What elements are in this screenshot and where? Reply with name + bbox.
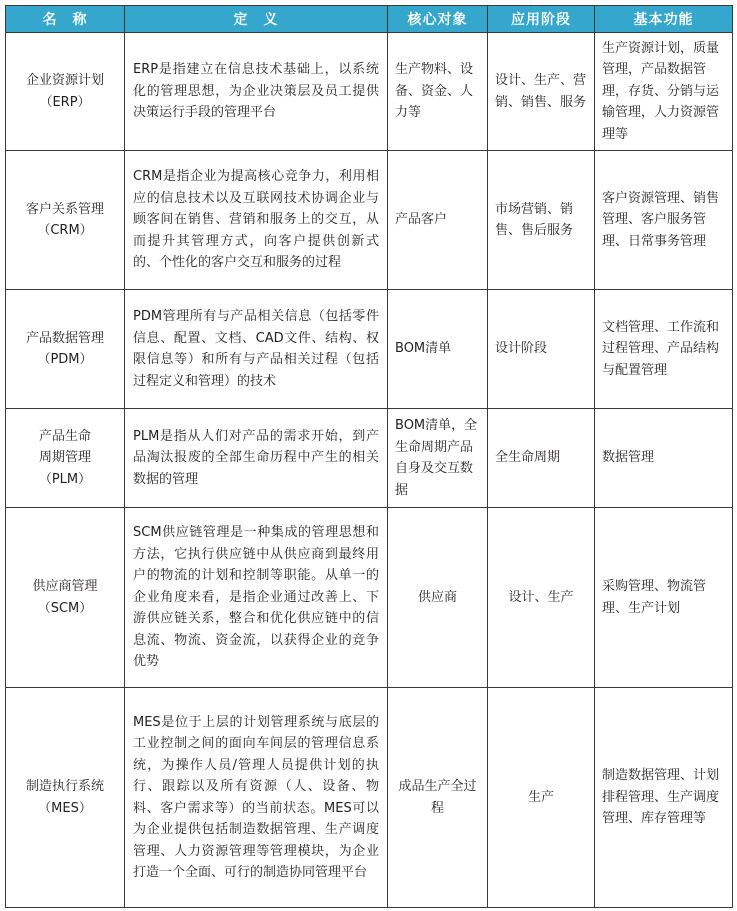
row-definition: CRM是指企业为提高核心竞争力，利用相应的信息技术以及互联网技术协调企业与顾客间在销售、营销和服务上的交互，从而提升其管理方式，向客户提供创新式的、个性化的客户交互和服务的过程 bbox=[125, 151, 388, 290]
row-name-abbr: （CRM） bbox=[37, 223, 93, 238]
row-definition: PDM管理所有与产品相关信息（包括零件信息、配置、文档、CAD文件、结构、权限信息等）和所有与产品相关过程（包括过程定义和管理）的技术 bbox=[125, 290, 388, 409]
row-core-object: 成品生产全过程 bbox=[388, 688, 488, 908]
row-definition: MES是位于上层的计划管理系统与底层的工业控制之间的面向车间层的管理信息系统，为操作人员/管理人员提供计划的执行、跟踪以及所有资源（人、设备、物料、客户需求等）的当前状态。MES可以为企业提供包括制造数据管理、生产调度管理、人力资源管理等管理模块，为企业打造一个全面、可行的制造协同管理平台 bbox=[125, 688, 388, 908]
row-basic-function: 客户资源管理、销售管理、客户服务管理、日常事务管理 bbox=[595, 151, 733, 290]
row-application-stage: 市场营销、销售、售后服务 bbox=[488, 151, 595, 290]
row-application-stage: 设计阶段 bbox=[488, 290, 595, 409]
row-application-stage: 全生命周期 bbox=[488, 409, 595, 508]
table-header-row bbox=[6, 6, 733, 33]
row-application-stage: 设计、生产、营销、销售、服务 bbox=[488, 33, 595, 151]
row-definition: ERP是指建立在信息技术基础上，以系统化的管理思想，为企业决策层及员工提供决策运行手段的管理平台 bbox=[125, 33, 388, 151]
row-basic-function: 采购管理、物流管理、生产计划 bbox=[595, 508, 733, 688]
row-basic-function: 生产资源计划，质量管理，产品数据管理，存货、分销与运输管理，人力资源管理等 bbox=[595, 33, 733, 151]
row-name-line: 制造执行系统 bbox=[25, 779, 104, 794]
header-name: 名 称 bbox=[6, 6, 125, 33]
row-core-object: 生产物料、设备、资金、人力等 bbox=[388, 33, 488, 151]
row-basic-function: 文档管理、工作流和过程管理、产品结构与配置管理 bbox=[595, 290, 733, 409]
row-name-line: 客户关系管理 bbox=[25, 201, 104, 217]
row-definition: PLM是指从人们对产品的需求开始，到产品淘汰报废的全部生命历程中产生的相关数据的管理 bbox=[125, 409, 388, 508]
row-application-stage: 生产 bbox=[488, 688, 595, 908]
document-page bbox=[5, 5, 732, 908]
row-basic-function: 制造数据管理、计划排程管理、生产调度管理、库存管理等 bbox=[595, 688, 733, 908]
header-basic-function: 基本功能 bbox=[595, 6, 733, 33]
table-row-erp bbox=[6, 33, 733, 151]
row-application-stage: 设计、生产 bbox=[488, 508, 595, 688]
table-row-scm bbox=[6, 508, 733, 688]
row-name-abbr: （PLM） bbox=[38, 471, 92, 487]
table-row-mes bbox=[6, 688, 733, 908]
row-name-abbr: （PDM） bbox=[37, 352, 93, 367]
table-row-crm bbox=[6, 151, 733, 290]
row-name-line: 供应商管理 bbox=[32, 579, 98, 594]
row-name-cell bbox=[6, 508, 125, 688]
row-core-object: 产品客户 bbox=[388, 151, 488, 290]
row-core-object: BOM清单，全生命周期产品自身及交互数据 bbox=[388, 409, 488, 508]
comparison-table bbox=[5, 5, 733, 908]
row-core-object: BOM清单 bbox=[388, 290, 488, 409]
table-row-plm bbox=[6, 409, 733, 508]
row-definition: SCM供应链管理是一种集成的管理思想和方法，它执行供应链中从供应商到最终用户的物流的计划和控制等职能。从单一的企业角度来看，是指企业通过改善上、下游供应链关系，整合和优化供应链中的信息流、物流、资金流，以获得企业的竞争优势 bbox=[125, 508, 388, 688]
table-row-pdm bbox=[6, 290, 733, 409]
row-name-cell bbox=[6, 151, 125, 290]
row-name-cell bbox=[6, 409, 125, 508]
row-name-cell bbox=[6, 290, 125, 409]
header-application-stage: 应用阶段 bbox=[488, 6, 595, 33]
row-basic-function: 数据管理 bbox=[595, 409, 733, 508]
row-name-abbr: （SCM） bbox=[37, 600, 93, 616]
row-name-abbr: （ERP） bbox=[39, 94, 91, 110]
row-core-object: 供应商 bbox=[388, 508, 488, 688]
row-name-line: 周期管理 bbox=[38, 450, 91, 466]
row-name-line: 产品数据管理 bbox=[25, 330, 104, 346]
row-name-cell bbox=[6, 688, 125, 908]
header-definition: 定 义 bbox=[125, 6, 388, 33]
row-name-line: 企业资源计划 bbox=[25, 73, 104, 88]
row-name-cell bbox=[6, 33, 125, 151]
header-core-object: 核心对象 bbox=[388, 6, 488, 33]
row-name-line: 产品生命 bbox=[38, 428, 91, 444]
row-name-abbr: （MES） bbox=[38, 800, 92, 816]
